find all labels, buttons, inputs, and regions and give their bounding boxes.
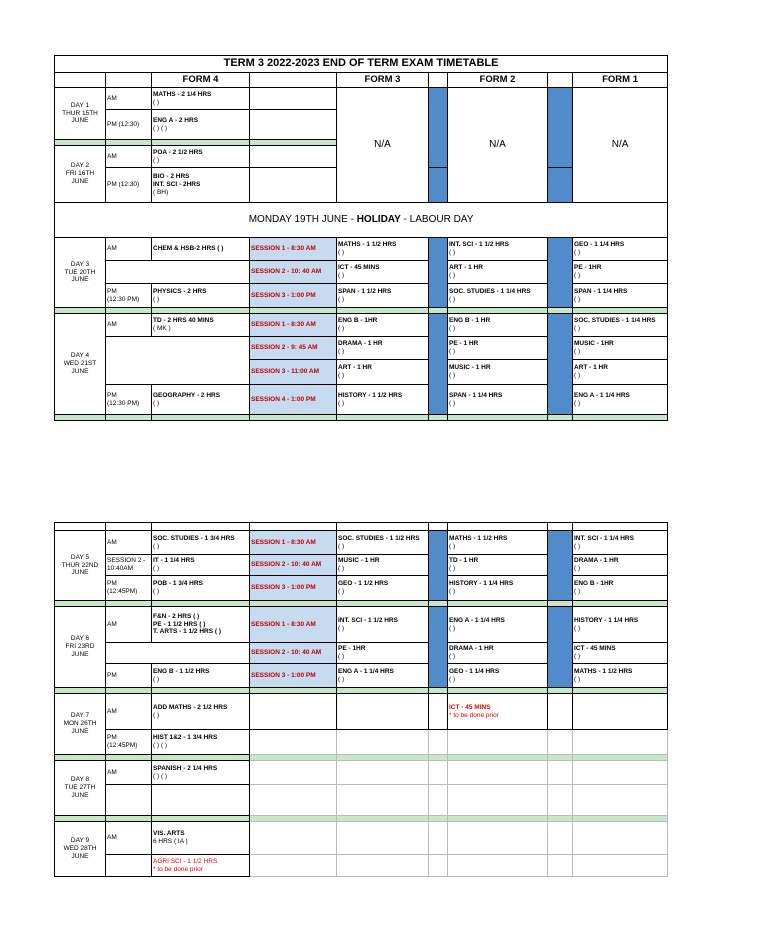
empty-cell	[573, 730, 668, 755]
form4-exam: SOC. STUDIES - 1 3/4 HRS ( )	[152, 531, 250, 555]
empty-cell	[337, 694, 429, 730]
session-label: SESSION 1 - 8:30 AM	[250, 238, 337, 261]
form1-exam: DRAMA - 1 HR ( )	[573, 555, 668, 576]
session-label: SESSION 2 - 10: 40 AM	[250, 555, 337, 576]
separator-row	[55, 415, 668, 421]
timetable-part-1	[54, 55, 668, 421]
form1-exam: GEO - 1 1/4 HRS ( )	[573, 238, 668, 261]
form3-exam: DRAMA - 1 HR ( )	[337, 337, 429, 360]
form2-exam: DRAMA - 1 HR ( )	[448, 643, 548, 664]
empty-cell	[548, 730, 573, 755]
empty-cell	[573, 785, 668, 816]
form3-exam: PE - 1HR ( )	[337, 643, 429, 664]
empty-cell	[448, 730, 548, 755]
empty-cell	[429, 730, 448, 755]
blue-divider	[548, 314, 573, 415]
session-label: SESSION 2 - 9: 45 AM	[250, 337, 337, 360]
day-6-label: DAY 6 FRI 23RD JUNE	[55, 607, 106, 688]
time-am: AM	[106, 822, 152, 855]
empty-cell	[448, 761, 548, 785]
empty-cell	[573, 855, 668, 877]
form4-exam: POA - 2 1/2 HRS ( )	[152, 146, 250, 168]
form4-exam: ENG B - 1 1/2 HRS ( )	[152, 664, 250, 688]
time-pm: PM (12:30 PM)	[106, 284, 152, 308]
blue-divider	[429, 607, 448, 688]
form1-exam: MUSIC - 1HR ( )	[573, 337, 668, 360]
header-form-2: FORM 2	[448, 73, 548, 88]
form4-exam: IT - 1 1/4 HRS ( )	[152, 555, 250, 576]
empty-cell	[337, 855, 429, 877]
form2-exam: INT. SCI - 1 1/2 HRS ( )	[448, 238, 548, 261]
form1-exam: HISTORY - 1 1/4 HRS ( )	[573, 607, 668, 643]
form2-exam: TD - 1 HR ( )	[448, 555, 548, 576]
empty-cell	[429, 694, 448, 730]
form4-exam: F&N - 2 HRS ( ) PE - 1 1/2 HRS ( ) T. ARTS - 1 1/2 HRS ( )	[152, 607, 250, 643]
form1-exam: ENG A - 1 1/4 HRS ( )	[573, 385, 668, 415]
empty-cell	[106, 261, 250, 284]
empty-cell	[573, 694, 668, 730]
form3-exam: GEO - 1 1/2 HRS ( )	[337, 576, 429, 601]
form2-exam: ENG A - 1 1/4 HRS ( )	[448, 607, 548, 643]
time-pm: PM	[106, 664, 152, 688]
empty-cell	[250, 761, 337, 785]
session-label: SESSION 1 - 8:30 AM	[250, 314, 337, 337]
day-8-label: DAY 8 TUE 27TH JUNE	[55, 761, 106, 816]
holiday-row: MONDAY 19TH JUNE - HOLIDAY - LABOUR DAY	[55, 203, 668, 238]
form1-exam: ICT - 45 MINS ( )	[573, 643, 668, 664]
form3-exam: HISTORY - 1 1/2 HRS ( )	[337, 385, 429, 415]
form2-na: N/A	[448, 88, 548, 203]
empty-cell	[548, 855, 573, 877]
time-am: AM	[106, 238, 152, 261]
form4-exam: PHYSICS - 2 HRS ( )	[152, 284, 250, 308]
form3-exam: MUSIC - 1 HR ( )	[337, 555, 429, 576]
blue-divider	[548, 607, 573, 688]
header-form-4: FORM 4	[152, 73, 250, 88]
form3-exam: ENG A - 1 1/4 HRS ( )	[337, 664, 429, 688]
time-pm: PM (12:45PM)	[106, 730, 152, 755]
form1-exam: SPAN - 1 1/4 HRS ( )	[573, 284, 668, 308]
form3-exam: MATHS - 1 1/2 HRS ( )	[337, 238, 429, 261]
time-pm: PM (12:30)	[106, 110, 152, 140]
form3-exam: SOC. STUDIES - 1 1/2 HRS ( )	[337, 531, 429, 555]
form1-exam: INT. SCI - 1 1/4 HRS ( )	[573, 531, 668, 555]
session-label: SESSION 3 - 1:00 PM	[250, 284, 337, 308]
empty-cell	[573, 761, 668, 785]
form1-exam: ART - 1 HR ( )	[573, 360, 668, 385]
form2-exam: MATHS - 1 1/2 HRS ( )	[448, 531, 548, 555]
header-form-3: FORM 3	[337, 73, 429, 88]
empty-cell	[106, 785, 152, 816]
empty-cell	[337, 730, 429, 755]
empty-cell	[250, 694, 337, 730]
form1-na: N/A	[573, 88, 668, 203]
form3-exam: ICT - 45 MINS ( )	[337, 261, 429, 284]
empty-cell	[250, 168, 337, 203]
form3-exam: INT. SCI - 1 1/2 HRS ( )	[337, 607, 429, 643]
empty-cell	[573, 822, 668, 855]
form2-exam: ICT - 45 MINS * to be done prior	[448, 694, 548, 730]
form4-exam: ADD MATHS - 2 1/2 HRS ( )	[152, 694, 250, 730]
form2-exam: ENG B - 1 HR ( )	[448, 314, 548, 337]
form1-exam: SOC. STUDIES - 1 1/4 HRS ( )	[573, 314, 668, 337]
time-am: AM	[106, 694, 152, 730]
empty-cell	[250, 822, 337, 855]
empty-cell	[106, 523, 152, 531]
blue-divider	[548, 238, 573, 308]
form2-exam: SOC. STUDIES - 1 1/4 HRS ( )	[448, 284, 548, 308]
empty-cell	[337, 761, 429, 785]
session-label: SESSION 1 - 8:30 AM	[250, 531, 337, 555]
empty-cell	[448, 855, 548, 877]
empty-cell	[429, 523, 448, 531]
time-am: AM	[106, 607, 152, 643]
day-3-label: DAY 3 TUE 20TH JUNE	[55, 238, 106, 308]
day-5-label: DAY 5 THUR 22ND JUNE	[55, 531, 106, 601]
form4-exam: GEOGRAPHY - 2 HRS ( )	[152, 385, 250, 415]
day-2-label: DAY 2 FRI 16TH JUNE	[55, 146, 106, 203]
empty-cell	[250, 855, 337, 877]
empty-cell	[429, 761, 448, 785]
empty-cell	[548, 785, 573, 816]
day-7-label: DAY 7 MON 26TH JUNE	[55, 694, 106, 755]
empty-cell	[250, 523, 337, 531]
empty-cell	[573, 523, 668, 531]
form2-exam: HISTORY - 1 1/4 HRS ( )	[448, 576, 548, 601]
empty-cell	[337, 785, 429, 816]
header-form-1: FORM 1	[573, 73, 668, 88]
form4-exam: BIO - 2 HRS INT. SCI - 2HRS ( BH)	[152, 168, 250, 203]
form1-exam: ENG B - 1HR ( )	[573, 576, 668, 601]
form2-exam: PE - 1 HR ( )	[448, 337, 548, 360]
empty-cell	[250, 110, 337, 140]
empty-cell	[448, 785, 548, 816]
form2-exam: ART - 1 HR ( )	[448, 261, 548, 284]
time-am: AM	[106, 314, 152, 337]
empty-cell	[106, 643, 250, 664]
form3-exam: ART - 1 HR ( )	[337, 360, 429, 385]
form3-exam: ENG B - 1HR ( )	[337, 314, 429, 337]
form3-na: N/A	[337, 88, 429, 203]
time-pm: PM (12:30 PM)	[106, 385, 152, 415]
session-label: SESSION 3 - 11:00 AM	[250, 360, 337, 385]
form4-exam: AGRI SCI - 1 1/2 HRS * to be done prior	[152, 855, 250, 877]
empty-cell	[448, 822, 548, 855]
time-am: AM	[106, 761, 152, 785]
empty-cell	[106, 73, 152, 88]
blue-divider	[429, 238, 448, 308]
session-label: SESSION 2 - 10: 40 AM	[250, 643, 337, 664]
session-label: SESSION 3 - 1:00 PM	[250, 576, 337, 601]
empty-cell	[250, 73, 337, 88]
form4-exam: CHEM & HSB-2 HRS ( )	[152, 238, 250, 261]
empty-cell	[106, 855, 152, 877]
empty-cell	[250, 88, 337, 110]
empty-cell	[250, 146, 337, 168]
form4-exam: HIST 1&2 - 1 3/4 HRS ( ) ( )	[152, 730, 250, 755]
empty-cell	[429, 785, 448, 816]
time-pm: PM (12:45PM)	[106, 576, 152, 601]
empty-cell	[548, 523, 573, 531]
empty-cell	[429, 73, 448, 88]
day-4-label: DAY 4 WED 21ST JUNE	[55, 314, 106, 415]
timetable-part-2	[54, 522, 668, 877]
time-pm: PM (12:30)	[106, 168, 152, 203]
empty-cell	[55, 73, 106, 88]
form3-exam: SPAN - 1 1/2 HRS ( )	[337, 284, 429, 308]
form4-exam: ENG A - 2 HRS ( ) ( )	[152, 110, 250, 140]
empty-cell	[250, 730, 337, 755]
day-9-label: DAY 9 WED 28TH JUNE	[55, 822, 106, 877]
blue-divider	[548, 531, 573, 601]
session-label: SESSION 3 - 1:00 PM	[250, 664, 337, 688]
form4-exam: TD - 2 HRS 40 MINS ( MK )	[152, 314, 250, 337]
form2-exam: MUSIC - 1 HR ( )	[448, 360, 548, 385]
session-label: SESSION 1 - 8:30 AM	[250, 607, 337, 643]
form4-exam: VIS. ARTS 6 HRS ( IA )	[152, 822, 250, 855]
empty-cell	[337, 523, 429, 531]
empty-cell	[152, 785, 250, 816]
blue-divider	[548, 168, 573, 203]
blue-divider	[429, 88, 448, 168]
blue-divider	[548, 88, 573, 168]
time-session: SESSION 2 - 10:40AM	[106, 555, 152, 576]
empty-cell	[152, 523, 250, 531]
session-label: SESSION 4 - 1:00 PM	[250, 385, 337, 415]
empty-cell	[548, 761, 573, 785]
session-label: SESSION 2 - 10: 40 AM	[250, 261, 337, 284]
empty-cell	[337, 822, 429, 855]
timetable-title: TERM 3 2022-2023 END OF TERM EXAM TIMETABLE	[55, 56, 668, 73]
blue-divider	[429, 531, 448, 601]
blue-divider	[429, 168, 448, 203]
empty-cell	[548, 822, 573, 855]
form1-exam: PE - 1HR ( )	[573, 261, 668, 284]
time-am: AM	[106, 146, 152, 168]
blue-divider	[429, 314, 448, 415]
empty-cell	[429, 822, 448, 855]
form2-exam: GEO - 1 1/4 HRS ( )	[448, 664, 548, 688]
form4-exam: MATHS - 2 1/4 HRS ( )	[152, 88, 250, 110]
time-am: AM	[106, 531, 152, 555]
time-am: AM	[106, 88, 152, 110]
form1-exam: MATHS - 1 1/2 HRS ( )	[573, 664, 668, 688]
empty-cell	[548, 73, 573, 88]
empty-cell	[448, 523, 548, 531]
form2-exam: SPAN - 1 1/4 HRS ( )	[448, 385, 548, 415]
day-1-label: DAY 1 THUR 15TH JUNE	[55, 88, 106, 140]
form4-exam: SPANISH - 2 1/4 HRS ( ) ( )	[152, 761, 250, 785]
form4-exam: POB - 1 3/4 HRS ( )	[152, 576, 250, 601]
empty-cell	[429, 855, 448, 877]
empty-cell	[250, 785, 337, 816]
empty-cell	[548, 694, 573, 730]
empty-cell	[106, 337, 250, 385]
empty-cell	[55, 523, 106, 531]
